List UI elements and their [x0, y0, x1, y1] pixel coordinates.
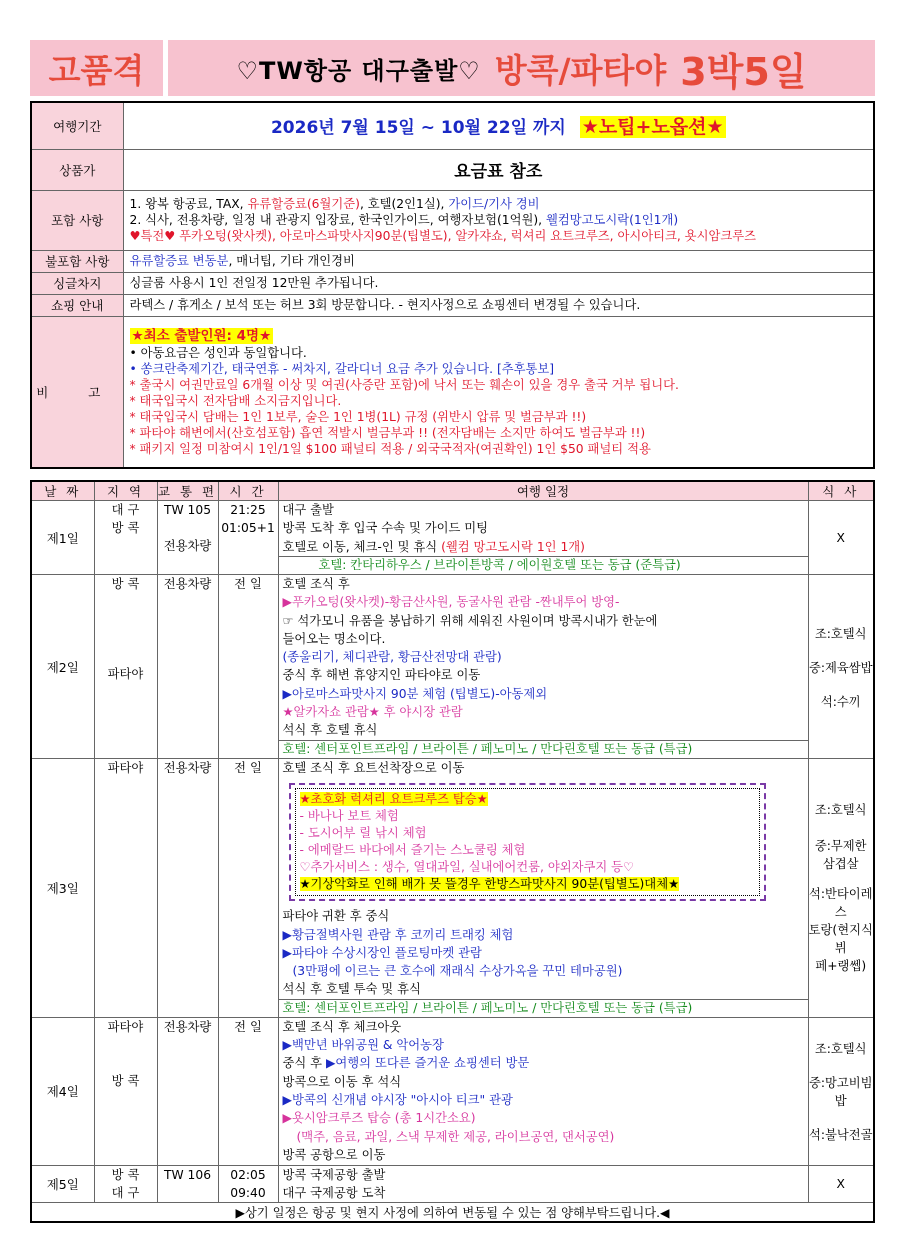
include-line-2: 2. 식사, 전용차량, 일정 내 관광지 입장료, 한국인가이드, 여행자보험(1억원), 웰컴망고도시락(1인1개)	[129, 213, 679, 227]
day2-label: 제2일	[31, 575, 94, 759]
note-6: * 파타야 해변에서(산호섬포함) 흡연 적발시 벌금부과 !! (전자담배는 소지만 하여도 벌금부과 !!)	[129, 425, 646, 440]
grade-banner	[30, 40, 163, 96]
day3-row	[31, 759, 874, 1018]
min-people-badge: ★최소 출발인원: 4명★	[131, 327, 272, 344]
note-2: • 쏭크란축제기간, 태국연휴 - 써차지, 갈라디너 요금 추가 있습니다. [추후통보]	[129, 361, 555, 376]
include-line-3: ♥특전♥ 푸카오텅(왓사켓), 아로마스파맛사지90분(팁별도), 알카쟈쇼, 럭셔리 요트크루즈, 아시아티크, 욧시암크루즈	[129, 229, 756, 243]
shopping-row	[31, 294, 874, 316]
day4-meal: 조:호텔식 중:망고비빔밥 석:불낙전골	[808, 1017, 874, 1165]
note-3: * 출국시 여권만료일 6개월 이상 및 여권(사증란 포함)에 낙서 또는 훼손이 있을 경우 출국 거부 됩니다.	[129, 377, 679, 392]
exclude-row	[31, 250, 874, 272]
include-line-1: 1. 왕복 항공료, TAX, 유류할증료(6월기준), 호텔(2인1실), 가이드/기사 경비	[129, 197, 540, 211]
header-meal: 식 사	[808, 481, 874, 501]
day2-itinerary: 호텔 조식 후 ▶푸카오텅(왓사켓)-황금산사원, 동굴사원 관람 -짠내투어 방영- ☞ 석가모니 유품을 봉납하기 위해 세워진 사원이며 방콕시내가 한눈에 들어오는 명소이다. (종울리기, 체디관람, 황금산전망대 관람) 중식 후 해변 휴양지인 파타야로 이동 ▶아로마스파맛사지 90분 체험 (팁별도)-아동제외 ★알카자쇼 관람★ 후 야시장 관람 석식 후 호텔 휴식 호텔: 센터포인트프라임 / 브라이튼 / 페노미노 / 만다린호텔 또는 동급 (특급)	[278, 575, 808, 759]
include-label: 포함 사항	[31, 190, 123, 250]
day3-itinerary: 호텔 조식 후 요트선착장으로 이동 ★초호화 럭셔리 요트크루즈 탑승★ - 바나나 보트 체험 - 도시어부 릴 낚시 체험 - 에메랄드 바다에서 즐기는 스노쿨링 체험 ♡추가서비스 : 생수, 열대과일, 실내에어컨룸, 야외자쿠지 등♡ ★기상악화로 인해 배가 못 뜰경우 한방스파맛사지 90분(팁별도)대체★ 파타야 귀환 후 중식 ▶황금절벽사원 관람 후 코끼리 트래킹 체험 ▶파타야 수상시장인 플로팅마켓 관람 (3만평에 이르는 큰 호수에 재래식 수상가옥을 꾸민 테마공원) 석식 후 호텔 투숙 및 휴식 호텔: 센터포인트프라임 / 브라이튼 / 페노미노 / 만다린호텔 또는 동급 (특급)	[278, 759, 808, 1018]
day2-time: 전 일	[218, 575, 278, 759]
day1-region: 대 구 방 콕	[94, 501, 157, 575]
note-7: * 패키지 일정 미참여시 1인/1일 $100 패널티 적용 / 외국국적자(여권확인) 1인 $50 패널티 적용	[129, 441, 651, 456]
day2-region: 방 콕 파타야	[94, 575, 157, 759]
note-5: * 태국입국시 담배는 1인 1보루, 술은 1인 1병(1L) 규정 (위반시 압류 및 벌금부과 !!)	[129, 409, 587, 424]
price-label: 상품가	[31, 149, 123, 190]
airline-title: ♡TW항공 대구출발♡	[236, 56, 481, 85]
period-value	[123, 102, 874, 149]
day1-transport: TW 105 전용차량	[157, 501, 218, 575]
period-text: 2026년 7월 15일 ~ 10월 22일 까지	[270, 118, 566, 139]
day3-label: 제3일	[31, 759, 94, 1018]
day3-meal: 조:호텔식 중:무제한 삼겹살 석:반타이레스 토랑(현지식뷔 페+랭쎕)	[808, 759, 874, 1018]
day1-hotel: 호텔: 칸타리하우스 / 브라이튼방콕 / 에이원호텔 또는 동급 (준특급)	[279, 556, 808, 574]
day1-itinerary: 대구 출발 방콕 도착 후 입국 수속 및 가이드 미팅 호텔로 이동, 체크-인 및 휴식 (웰컴 망고도시락 1인 1개) 호텔: 칸타리하우스 / 브라이튼방콕 / 에이원호텔 또는 동급 (준특급)	[278, 501, 808, 575]
notes-value	[123, 316, 874, 468]
day5-itinerary: 방콕 국제공항 출발 대구 국제공항 도착	[278, 1165, 808, 1203]
day5-time: 02:05 09:40	[218, 1165, 278, 1203]
day2-meal: 조:호텔식 중:제육쌈밥 석:수끼	[808, 575, 874, 759]
destination-title: 방콕/파타야	[494, 50, 667, 90]
include-value	[123, 190, 874, 250]
shopping-label: 쇼핑 안내	[31, 294, 123, 316]
day4-row	[31, 1017, 874, 1165]
exclude-label: 불포함 사항	[31, 250, 123, 272]
price-row	[31, 149, 874, 190]
notes-row	[31, 316, 874, 468]
header-itinerary: 여행 일정	[278, 481, 808, 501]
include-row	[31, 190, 874, 250]
header-time: 시 간	[218, 481, 278, 501]
header-transport: 교 통 편	[157, 481, 218, 501]
grade-title: 고품격	[48, 50, 145, 90]
shopping-value: 라텍스 / 휴게소 / 보석 또는 허브 3회 방문합니다. - 현지사정으로 쇼핑센터 변경될 수 있습니다.	[123, 294, 874, 316]
day5-meal: X	[808, 1165, 874, 1203]
yacht-title: ★초호화 럭셔리 요트크루즈 탑승★	[299, 792, 488, 807]
duration-title: 3박5일	[680, 49, 807, 94]
day4-time: 전 일	[218, 1017, 278, 1165]
day1-row	[31, 501, 874, 575]
yacht-cruise-box: ★초호화 럭셔리 요트크루즈 탑승★ - 바나나 보트 체험 - 도시어부 릴 낚시 체험 - 에메랄드 바다에서 즐기는 스노쿨링 체험 ♡추가서비스 : 생수, 열대과일, 실내에어컨룸, 야외자쿠지 등♡ ★기상악화로 인해 배가 못 뜰경우 한방스파맛사지 90분(팁별도)대체★	[289, 783, 766, 901]
day2-row	[31, 575, 874, 759]
day2-transport: 전용차량	[157, 575, 218, 759]
day4-region: 파타야 방 콕	[94, 1017, 157, 1165]
note-4: * 태국입국시 전자담배 소지금지입니다.	[129, 393, 342, 408]
single-value: 싱글룸 사용시 1인 전일정 12만원 추가됩니다.	[123, 272, 874, 294]
day4-itinerary: 호텔 조식 후 체크아웃 ▶백만년 바위공원 & 악어농장 중식 후 ▶여행의 또다른 즐거운 쇼핑센터 방문 방콕으로 이동 후 석식 ▶방콕의 신개념 야시장 "아시아 티크" 관광 ▶욧시암크루즈 탑승 (총 1시간소요) (맥주, 음료, 과일, 스낵 무제한 제공, 라이브공연, 댄서공연) 방콕 공항으로 이동	[278, 1017, 808, 1165]
day2-hotel: 호텔: 센터포인트프라임 / 브라이튼 / 페노미노 / 만다린호텔 또는 동급 (특급)	[279, 740, 808, 758]
day3-time: 전 일	[218, 759, 278, 1018]
day1-time: 21:25 01:05+1	[218, 501, 278, 575]
footer-notice: ▶상기 일정은 항공 및 현지 사정에 의하여 변동될 수 있는 점 양해부탁드립니다.◀	[31, 1203, 874, 1223]
day3-hotel: 호텔: 센터포인트프라임 / 브라이튼 / 페노미노 / 만다린호텔 또는 동급 (특급)	[279, 999, 808, 1017]
title-banner	[168, 40, 875, 96]
exclude-value: 유류할증료 변동분, 매너팁, 기타 개인경비	[123, 250, 874, 272]
period-row	[31, 102, 874, 149]
day1-meal: X	[808, 501, 874, 575]
weather-notice: ★기상악화로 인해 배가 못 뜰경우 한방스파맛사지 90분(팁별도)대체★	[299, 877, 680, 892]
day1-label: 제1일	[31, 501, 94, 575]
price-value: 요금표 참조	[123, 149, 874, 190]
day5-label: 제5일	[31, 1165, 94, 1203]
day4-label: 제4일	[31, 1017, 94, 1165]
info-table	[30, 101, 875, 469]
schedule-header-row	[31, 481, 874, 501]
day3-transport: 전용차량	[157, 759, 218, 1018]
note-1: • 아동요금은 성인과 동일합니다.	[129, 345, 307, 360]
day3-region: 파타야	[94, 759, 157, 1018]
day5-row	[31, 1165, 874, 1203]
period-label: 여행기간	[31, 102, 123, 149]
single-label: 싱글차지	[31, 272, 123, 294]
day5-transport: TW 106	[157, 1165, 218, 1203]
notes-label: 비 고	[31, 316, 123, 468]
header-region: 지 역	[94, 481, 157, 501]
single-row	[31, 272, 874, 294]
schedule-table	[30, 480, 875, 1223]
day4-transport: 전용차량	[157, 1017, 218, 1165]
header-date: 날 짜	[31, 481, 94, 501]
footer-row	[31, 1203, 874, 1223]
no-tip-badge: ★노팁+노옵션★	[581, 116, 724, 139]
day5-region: 방 콕 대 구	[94, 1165, 157, 1203]
